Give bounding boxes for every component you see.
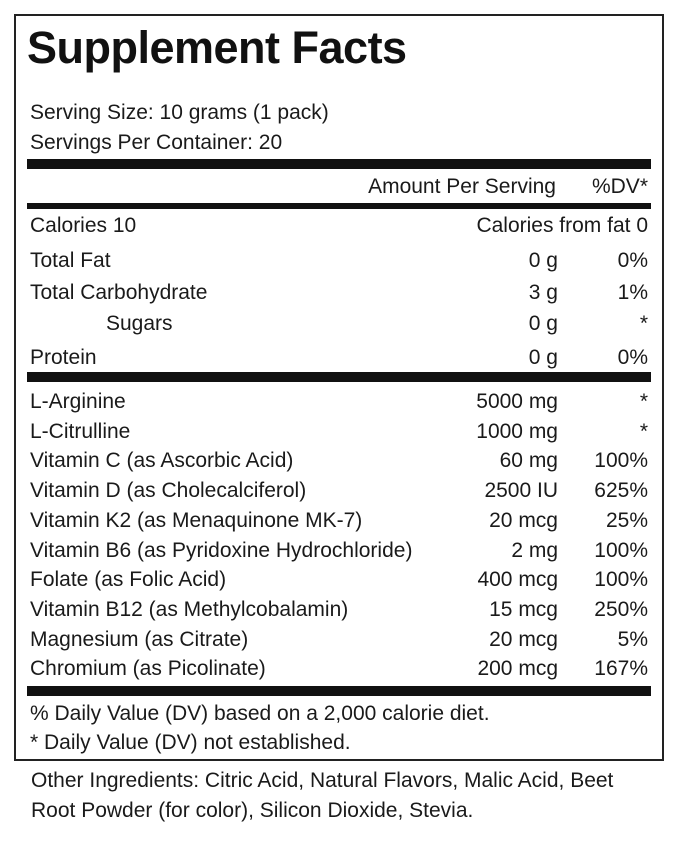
ingredient-amount: 20 mcg bbox=[489, 627, 558, 651]
ingredient-dv: 25% bbox=[605, 508, 648, 532]
divider-thick-top bbox=[27, 159, 651, 169]
panel-title: Supplement Facts bbox=[27, 22, 407, 73]
nutrient-dv: 0% bbox=[617, 249, 648, 272]
nutrient-name: Sugars bbox=[106, 312, 173, 335]
ingredient-dv: 250% bbox=[594, 597, 648, 621]
nutrient-amount: 3 g bbox=[528, 281, 558, 304]
ingredient-dv: * bbox=[639, 419, 648, 443]
dv-header: %DV* bbox=[591, 175, 648, 198]
ingredient-dv: * bbox=[639, 390, 648, 413]
ingredient-amount: 5000 mg bbox=[476, 390, 558, 413]
ingredient-dv: 5% bbox=[617, 627, 648, 651]
ingredient-row bbox=[30, 506, 648, 536]
ingredient-amount: 200 mcg bbox=[477, 657, 558, 681]
calories-row bbox=[30, 211, 648, 241]
calories-label: Calories 10 bbox=[30, 214, 137, 237]
nutrient-row bbox=[30, 343, 648, 373]
ingredient-name: Vitamin B12 (as Methylcobalamin) bbox=[30, 597, 349, 621]
ingredient-name: Chromium (as Picolinate) bbox=[30, 657, 266, 681]
nutrient-amount: 0 g bbox=[528, 249, 558, 272]
divider-medium-1 bbox=[27, 203, 651, 209]
serving-size: Serving Size: 10 grams (1 pack) bbox=[30, 101, 329, 124]
ingredient-amount: 20 mcg bbox=[489, 508, 558, 532]
servings-per-container: Servings Per Container: 20 bbox=[30, 131, 283, 154]
divider-thick-middle bbox=[27, 372, 651, 382]
nutrient-row bbox=[30, 246, 648, 276]
ingredient-name: Vitamin K2 (as Menaquinone MK-7) bbox=[30, 508, 363, 532]
ingredient-row bbox=[30, 387, 648, 417]
ingredient-amount: 60 mg bbox=[499, 449, 558, 473]
ingredient-name: Folate (as Folic Acid) bbox=[30, 568, 227, 592]
nutrient-name: Total Fat bbox=[30, 249, 111, 272]
nutrient-row bbox=[30, 309, 648, 339]
nutrient-amount: 0 g bbox=[528, 312, 558, 335]
amount-per-serving-header: Amount Per Serving bbox=[368, 175, 556, 198]
ingredient-name: Magnesium (as Citrate) bbox=[30, 627, 249, 651]
footnote-not-established: * Daily Value (DV) not established. bbox=[30, 731, 351, 754]
nutrient-amount: 0 g bbox=[528, 346, 558, 369]
ingredient-row bbox=[30, 476, 648, 506]
nutrient-dv: 1% bbox=[617, 281, 648, 304]
other-ingredients: Other Ingredients: Citric Acid, Natural Flavors, Malic Acid, Beet Root Powder (for color), Silicon Dioxide, Stevia. bbox=[31, 769, 614, 822]
ingredient-amount: 2500 IU bbox=[484, 479, 558, 503]
ingredient-dv: 100% bbox=[594, 538, 648, 562]
ingredient-amount: 2 mg bbox=[511, 538, 558, 562]
ingredient-amount: 400 mcg bbox=[477, 568, 558, 592]
ingredient-name: L-Arginine bbox=[30, 390, 126, 413]
ingredient-row bbox=[30, 446, 648, 476]
ingredient-dv: 100% bbox=[594, 568, 648, 592]
ingredient-dv: 167% bbox=[594, 657, 648, 681]
ingredient-amount: 1000 mg bbox=[476, 419, 558, 443]
nutrient-row bbox=[30, 278, 648, 308]
ingredient-row bbox=[30, 625, 648, 655]
supplement-facts-panel bbox=[14, 14, 664, 761]
ingredient-name: Vitamin D (as Cholecalciferol) bbox=[30, 479, 307, 503]
ingredient-row bbox=[30, 595, 648, 625]
ingredient-name: Vitamin B6 (as Pyridoxine Hydrochloride) bbox=[30, 538, 413, 562]
panel-inner bbox=[27, 16, 651, 759]
ingredient-dv: 625% bbox=[594, 479, 648, 503]
ingredient-row bbox=[30, 536, 648, 566]
nutrient-name: Total Carbohydrate bbox=[30, 281, 208, 304]
column-header-row bbox=[30, 172, 648, 202]
calories-from-fat: Calories from fat 0 bbox=[476, 214, 648, 237]
footnote-dv: % Daily Value (DV) based on a 2,000 calorie diet. bbox=[30, 702, 490, 725]
ingredient-row bbox=[30, 565, 648, 595]
ingredient-row bbox=[30, 654, 648, 684]
nutrient-dv: 0% bbox=[617, 346, 648, 369]
ingredient-name: Vitamin C (as Ascorbic Acid) bbox=[30, 449, 294, 473]
ingredient-dv: 100% bbox=[594, 449, 648, 473]
nutrient-dv: * bbox=[639, 312, 648, 335]
nutrient-name: Protein bbox=[30, 346, 97, 369]
ingredient-name: L-Citrulline bbox=[30, 419, 131, 443]
ingredient-row bbox=[30, 417, 648, 447]
ingredient-amount: 15 mcg bbox=[489, 597, 558, 621]
divider-thick-bottom bbox=[27, 686, 651, 696]
